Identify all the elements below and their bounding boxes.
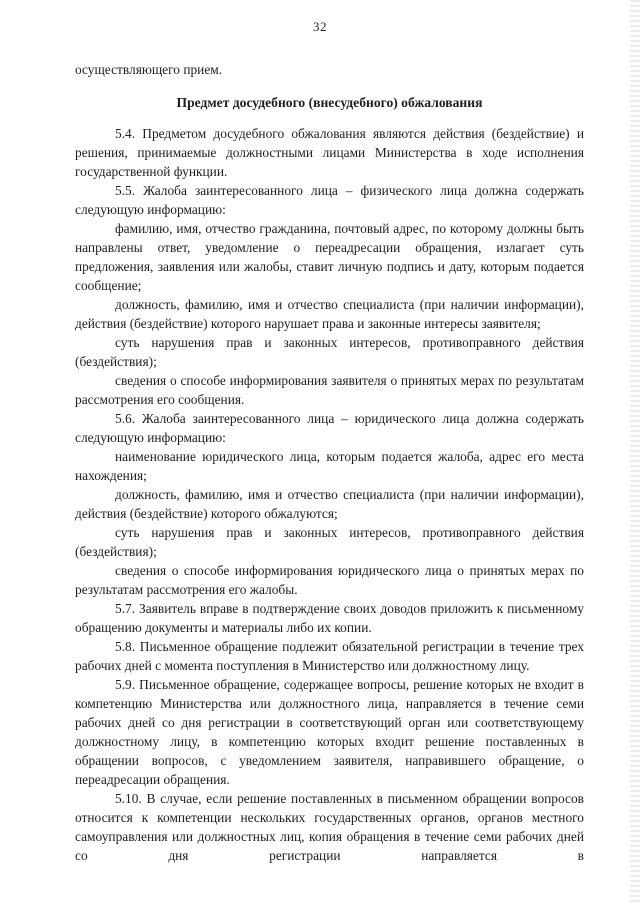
scan-edge-artifact [630,0,640,905]
paragraph: должность, фамилию, имя и отчество специалиста (при наличии информации), действия (бездействие) которого нарушает права и законные интересы заявителя; [75,297,584,331]
section-title: Предмет досудебного (внесудебного) обжалования [176,95,483,110]
paragraph: 5.5. Жалоба заинтересованного лица – физического лица должна содержать следующую информацию: [75,183,584,217]
paragraph: 5.6. Жалоба заинтересованного лица – юридического лица должна содержать следующую информацию: [75,411,584,445]
document-body [75,60,584,865]
paragraph: 5.9. Письменное обращение, содержащее вопросы, решение которых не входит в компетенцию Министерства или должностного лица, направляется в течение семи рабочих дней со дня регистрации в соответствующий орган или соответствующему должностному лицу, в компетенцию которых входит решение поставленных в обращении вопросов, с уведомлением заявителя, направившего обращение, о переадресации обращения. [75,677,584,787]
paragraph: 5.7. Заявитель вправе в подтверждение своих доводов приложить к письменному обращению документы и материалы либо их копии. [75,601,584,635]
paragraph: 5.4. Предметом досудебного обжалования являются действия (бездействие) и решения, принимаемые должностными лицами Министерства в ходе исполнения государственной функции. [75,126,584,179]
paragraph: суть нарушения прав и законных интересов, противоправного действия (бездействия); [75,335,584,369]
paragraph: должность, фамилию, имя и отчество специалиста (при наличии информации), действия (бездействие) которого обжалуются; [75,487,584,521]
paragraph: 5.10. В случае, если решение поставленных в письменном обращении вопросов относится к компетенции нескольких государственных органов, органов местного самоуправления или должностных лиц, копия обращения в течение семи рабочих дней со дня регистрации направляется в [75,791,584,863]
paragraph-carryover: осуществляющего прием. [75,62,223,77]
paragraph: сведения о способе информирования заявителя о принятых мерах по результатам рассмотрения его сообщения. [75,373,584,407]
paragraph: сведения о способе информирования юридического лица о принятых мерах по результатам рассмотрения его жалобы. [75,563,584,597]
page-number: 32 [313,19,327,34]
paragraph: фамилию, имя, отчество гражданина, почтовый адрес, по которому должны быть направлены ответ, уведомление о переадресации обращения, излагает суть предложения, заявления или жалобы, ставит личную подпись и дату, которым подается сообщение; [75,221,584,293]
paragraph: 5.8. Письменное обращение подлежит обязательной регистрации в течение трех рабочих дней с момента поступления в Министерство или должностному лицу. [75,639,584,673]
paragraph: наименование юридического лица, которым подается жалоба, адрес его места нахождения; [75,449,584,483]
paragraph: суть нарушения прав и законных интересов, противоправного действия (бездействия); [75,525,584,559]
paragraph-list [75,124,584,865]
